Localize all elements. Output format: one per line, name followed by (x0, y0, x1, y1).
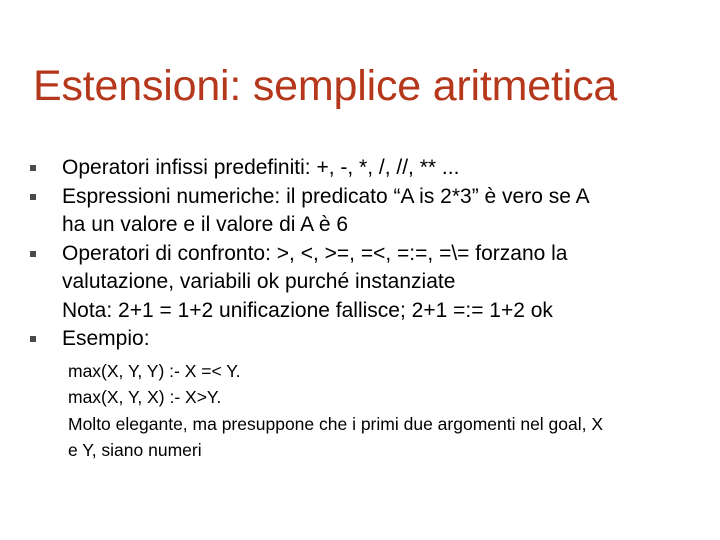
bullet-line: Espressioni numeriche: il predicato “A is 2*3” è vero se A (62, 184, 590, 208)
bullet-line: Nota: 2+1 = 1+2 unificazione fallisce; 2+1 =:= 1+2 ok (62, 298, 553, 322)
bullet-line: Operatori infissi predefiniti: +, -, *, /, //, ** ... (62, 156, 460, 179)
square-bullet-icon (30, 165, 36, 171)
bullet-list (30, 154, 690, 464)
bullet-item-comparison-operators (30, 240, 690, 326)
bullet-line: Esempio: (62, 327, 150, 350)
example-code-block (62, 358, 690, 464)
bullet-item-infix-operators (30, 154, 690, 183)
bullet-line: ha un valore e il valore di A è 6 (62, 213, 349, 236)
bullet-line: valutazione, variabili ok purché instanziate (62, 270, 456, 293)
example-line: max(X, Y, Y) :- X =< Y. (68, 360, 241, 381)
bullet-item-numeric-expressions (30, 183, 690, 240)
example-line: max(X, Y, X) :- X>Y. (68, 387, 222, 407)
example-line: e Y, siano numeri (68, 440, 202, 460)
square-bullet-icon (30, 251, 36, 257)
square-bullet-icon (30, 336, 36, 342)
bullet-line: Operatori di confronto: >, <, >=, =<, =:=, =\= forzano la (62, 241, 568, 265)
square-bullet-icon (30, 194, 36, 200)
example-line: Molto elegante, ma presuppone che i primi due argomenti nel goal, X (68, 413, 604, 434)
bullet-item-example (30, 325, 690, 464)
slide-title: Estensioni: semplice aritmetica (33, 62, 618, 110)
